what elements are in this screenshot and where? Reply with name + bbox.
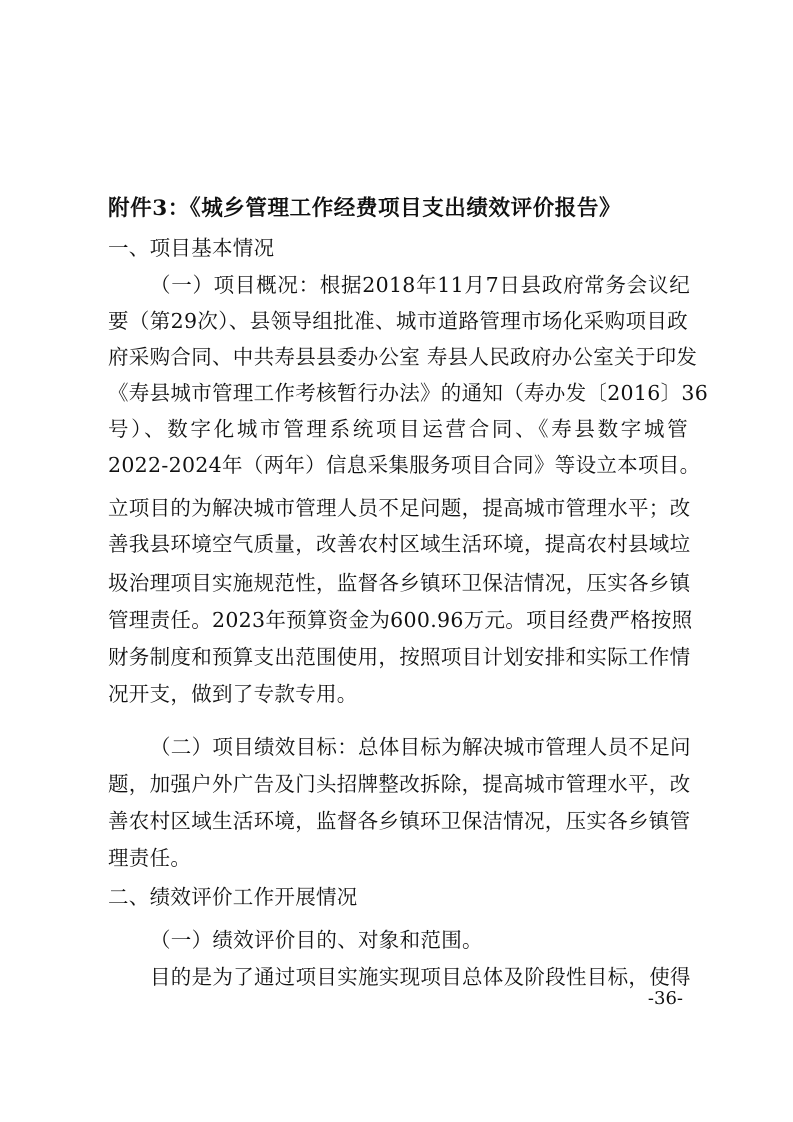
paragraph-line: 财务制度和预算支出范围使用，按照项目计划安排和实际工作情 [108,645,691,669]
paragraph-line: （一）项目概况：根据2018年11月7日县政府常务会议纪 [150,273,690,297]
paragraph-line: 圾治理项目实施规范性，监督各乡镇环卫保洁情况，压实各乡镇 [108,571,691,595]
document-title: 附件3：《城乡管理工作经费项目支出绩效评价报告》 [108,196,622,221]
paragraph-line: 善农村区域生活环境，监督各乡镇环卫保洁情况，压实各乡镇管 [108,809,691,833]
paragraph-line: 理责任。 [108,846,192,870]
paragraph-line: 号）、数字化城市管理系统项目运营合同、《寿县数字城管 [108,417,688,441]
paragraph-line: 2022-2024年（两年）信息采集服务项目合同》等设立本项目。 [108,453,701,477]
paragraph-line: 善我县环境空气质量，改善农村区域生活环境，提高农村县域垃 [108,532,691,556]
paragraph-line: 《寿县城市管理工作考核暂行办法》的通知（寿办发〔2016〕36 [108,381,709,405]
paragraph-line: 立项目的为解决城市管理人员不足问题，提高城市管理水平；改 [108,496,691,520]
paragraph-line: 况开支，做到了专款专用。 [108,682,358,706]
section-heading-2: 二、绩效评价工作开展情况 [108,885,358,909]
paragraph-line: （二）项目绩效目标：总体目标为解决城市管理人员不足问 [150,735,691,759]
subsection-heading: （一）绩效评价目的、对象和范围。 [150,928,483,952]
page-number: -36- [647,988,683,1009]
paragraph-line: 要（第29次）、县领导组批准、城市道路管理市场化采购项目政 [108,309,688,333]
paragraph-line: 题，加强户外广告及门头招牌整改拆除，提高城市管理水平，改 [108,772,691,796]
paragraph-line: 目的是为了通过项目实施实现项目总体及阶段性目标，使得 [150,965,691,989]
section-heading-1: 一、项目基本情况 [108,236,275,260]
paragraph-line: 管理责任。2023年预算资金为600.96万元。项目经费严格按照 [108,608,693,632]
paragraph-line: 府采购合同、中共寿县县委办公室 寿县人民政府办公室关于印发 [108,345,698,369]
